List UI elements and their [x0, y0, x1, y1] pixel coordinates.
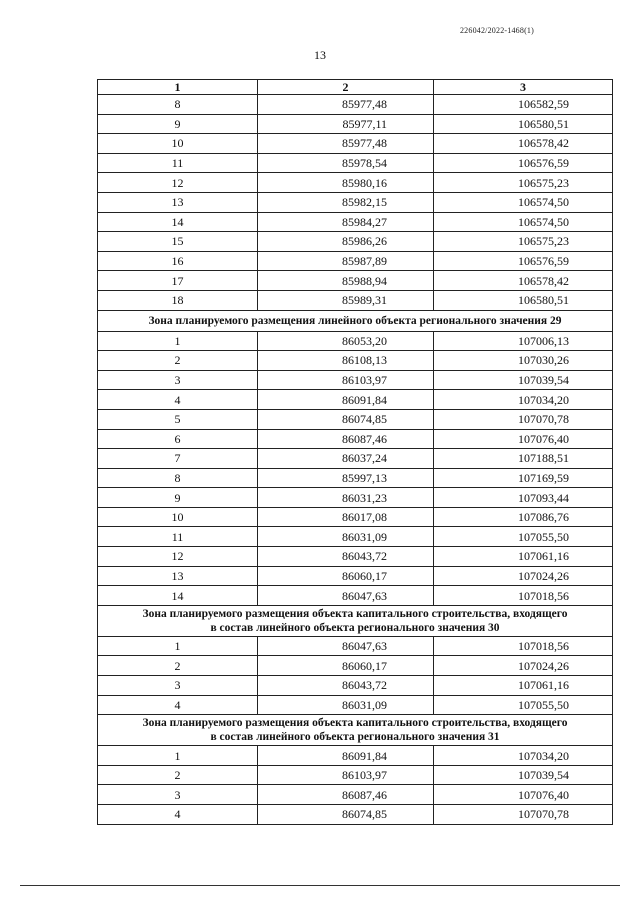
table-row — [98, 656, 613, 676]
table-row — [98, 114, 613, 134]
y-coordinate-cell: 107034,20 — [434, 390, 613, 410]
y-coordinate-cell: 107039,54 — [434, 765, 613, 785]
y-coordinate-cell: 107070,78 — [434, 805, 613, 825]
x-coordinate-cell: 86031,09 — [258, 527, 434, 547]
table-row — [98, 212, 613, 232]
table-row — [98, 805, 613, 825]
point-number-cell: 8 — [98, 468, 258, 488]
zone-header-row — [98, 605, 613, 636]
point-number-cell: 7 — [98, 449, 258, 469]
y-coordinate-cell: 106576,59 — [434, 251, 613, 271]
column-header: 2 — [258, 80, 434, 95]
table-row — [98, 351, 613, 371]
point-number-cell: 2 — [98, 656, 258, 676]
table-row — [98, 676, 613, 696]
x-coordinate-cell: 85977,11 — [258, 114, 434, 134]
table-row — [98, 429, 613, 449]
y-coordinate-cell: 107093,44 — [434, 488, 613, 508]
point-number-cell: 2 — [98, 351, 258, 371]
x-coordinate-cell: 85977,48 — [258, 134, 434, 154]
table-row — [98, 488, 613, 508]
y-coordinate-cell: 107006,13 — [434, 331, 613, 351]
point-number-cell: 4 — [98, 390, 258, 410]
y-coordinate-cell: 107188,51 — [434, 449, 613, 469]
table-row — [98, 547, 613, 567]
y-coordinate-cell: 107061,16 — [434, 676, 613, 696]
x-coordinate-cell: 86017,08 — [258, 507, 434, 527]
y-coordinate-cell: 107018,56 — [434, 636, 613, 656]
x-coordinate-cell: 86047,63 — [258, 636, 434, 656]
point-number-cell: 4 — [98, 695, 258, 715]
table-header-row — [98, 80, 613, 95]
page-number: 13 — [314, 48, 326, 62]
table-row — [98, 746, 613, 766]
zone-title-line: в состав линейного объекта регионального значения 30 — [210, 621, 500, 634]
x-coordinate-cell: 85987,89 — [258, 251, 434, 271]
point-number-cell: 14 — [98, 586, 258, 606]
y-coordinate-cell: 106576,59 — [434, 153, 613, 173]
zone-title-line: Зона планируемого размещения объекта капитального строительства, входящего — [142, 607, 568, 620]
x-coordinate-cell: 86043,72 — [258, 547, 434, 567]
x-coordinate-cell: 86031,23 — [258, 488, 434, 508]
point-number-cell: 9 — [98, 488, 258, 508]
table-row — [98, 192, 613, 212]
x-coordinate-cell: 86060,17 — [258, 656, 434, 676]
zone-header-row — [98, 715, 613, 746]
x-coordinate-cell: 86047,63 — [258, 586, 434, 606]
y-coordinate-cell: 106574,50 — [434, 212, 613, 232]
table-row — [98, 232, 613, 252]
y-coordinate-cell: 107076,40 — [434, 785, 613, 805]
point-number-cell: 4 — [98, 805, 258, 825]
point-number-cell: 10 — [98, 507, 258, 527]
table-row — [98, 331, 613, 351]
zone-title — [98, 715, 613, 746]
point-number-cell: 5 — [98, 409, 258, 429]
x-coordinate-cell: 86053,20 — [258, 331, 434, 351]
table-row — [98, 409, 613, 429]
table-row — [98, 449, 613, 469]
y-coordinate-cell: 106575,23 — [434, 232, 613, 252]
x-coordinate-cell: 86108,13 — [258, 351, 434, 371]
table-body — [98, 95, 613, 825]
y-coordinate-cell: 107039,54 — [434, 370, 613, 390]
y-coordinate-cell: 107055,50 — [434, 527, 613, 547]
x-coordinate-cell: 86043,72 — [258, 676, 434, 696]
table-row — [98, 390, 613, 410]
x-coordinate-cell: 86060,17 — [258, 566, 434, 586]
x-coordinate-cell: 85984,27 — [258, 212, 434, 232]
table-row — [98, 695, 613, 715]
point-number-cell: 8 — [98, 95, 258, 115]
x-coordinate-cell: 85978,54 — [258, 153, 434, 173]
x-coordinate-cell: 86087,46 — [258, 429, 434, 449]
x-coordinate-cell: 86074,85 — [258, 409, 434, 429]
y-coordinate-cell: 107076,40 — [434, 429, 613, 449]
point-number-cell: 10 — [98, 134, 258, 154]
point-number-cell: 17 — [98, 271, 258, 291]
y-coordinate-cell: 107030,26 — [434, 351, 613, 371]
y-coordinate-cell: 106578,42 — [434, 134, 613, 154]
x-coordinate-cell: 85980,16 — [258, 173, 434, 193]
y-coordinate-cell: 107169,59 — [434, 468, 613, 488]
point-number-cell: 1 — [98, 746, 258, 766]
point-number-cell: 16 — [98, 251, 258, 271]
zone-title-line: Зона планируемого размещения объекта капитального строительства, входящего — [142, 717, 568, 730]
table-row — [98, 566, 613, 586]
coordinates-table — [97, 79, 613, 825]
point-number-cell: 1 — [98, 331, 258, 351]
point-number-cell: 3 — [98, 370, 258, 390]
x-coordinate-cell: 86091,84 — [258, 746, 434, 766]
document-reference: 226042/2022-1468(1) — [459, 26, 534, 35]
point-number-cell: 13 — [98, 566, 258, 586]
y-coordinate-cell: 107024,26 — [434, 566, 613, 586]
table-row — [98, 468, 613, 488]
y-coordinate-cell: 106574,50 — [434, 192, 613, 212]
point-number-cell: 2 — [98, 765, 258, 785]
point-number-cell: 11 — [98, 527, 258, 547]
table-row — [98, 785, 613, 805]
table-row — [98, 586, 613, 606]
y-coordinate-cell: 106580,51 — [434, 290, 613, 310]
y-coordinate-cell: 107061,16 — [434, 547, 613, 567]
table-row — [98, 173, 613, 193]
x-coordinate-cell: 85989,31 — [258, 290, 434, 310]
table-row — [98, 507, 613, 527]
y-coordinate-cell: 107034,20 — [434, 746, 613, 766]
zone-title — [98, 310, 613, 331]
x-coordinate-cell: 86074,85 — [258, 805, 434, 825]
x-coordinate-cell: 85982,15 — [258, 192, 434, 212]
column-header: 3 — [434, 80, 613, 95]
zone-title — [98, 605, 613, 636]
x-coordinate-cell: 86031,09 — [258, 695, 434, 715]
point-number-cell: 3 — [98, 676, 258, 696]
y-coordinate-cell: 107018,56 — [434, 586, 613, 606]
x-coordinate-cell: 86103,97 — [258, 765, 434, 785]
y-coordinate-cell: 106578,42 — [434, 271, 613, 291]
table-row — [98, 251, 613, 271]
point-number-cell: 11 — [98, 153, 258, 173]
point-number-cell: 12 — [98, 547, 258, 567]
table-row — [98, 95, 613, 115]
point-number-cell: 6 — [98, 429, 258, 449]
footer-rule — [20, 885, 620, 886]
table-row — [98, 134, 613, 154]
x-coordinate-cell: 86103,97 — [258, 370, 434, 390]
y-coordinate-cell: 107070,78 — [434, 409, 613, 429]
point-number-cell: 12 — [98, 173, 258, 193]
y-coordinate-cell: 107086,76 — [434, 507, 613, 527]
y-coordinate-cell: 107055,50 — [434, 695, 613, 715]
point-number-cell: 3 — [98, 785, 258, 805]
zone-title-line: в состав линейного объекта регионального значения 31 — [210, 731, 500, 744]
x-coordinate-cell: 86037,24 — [258, 449, 434, 469]
table-row — [98, 153, 613, 173]
point-number-cell: 18 — [98, 290, 258, 310]
zone-header-row — [98, 310, 613, 331]
x-coordinate-cell: 86091,84 — [258, 390, 434, 410]
x-coordinate-cell: 86087,46 — [258, 785, 434, 805]
table-row — [98, 370, 613, 390]
table-row — [98, 290, 613, 310]
point-number-cell: 1 — [98, 636, 258, 656]
point-number-cell: 15 — [98, 232, 258, 252]
y-coordinate-cell: 106582,59 — [434, 95, 613, 115]
x-coordinate-cell: 85977,48 — [258, 95, 434, 115]
table-row — [98, 527, 613, 547]
point-number-cell: 9 — [98, 114, 258, 134]
table-row — [98, 636, 613, 656]
x-coordinate-cell: 85986,26 — [258, 232, 434, 252]
column-header: 1 — [98, 80, 258, 95]
y-coordinate-cell: 107024,26 — [434, 656, 613, 676]
point-number-cell: 13 — [98, 192, 258, 212]
zone-title-line: Зона планируемого размещения линейного объекта регионального значения 29 — [148, 314, 562, 327]
point-number-cell: 14 — [98, 212, 258, 232]
y-coordinate-cell: 106580,51 — [434, 114, 613, 134]
y-coordinate-cell: 106575,23 — [434, 173, 613, 193]
x-coordinate-cell: 85988,94 — [258, 271, 434, 291]
table-row — [98, 271, 613, 291]
x-coordinate-cell: 85997,13 — [258, 468, 434, 488]
table-row — [98, 765, 613, 785]
